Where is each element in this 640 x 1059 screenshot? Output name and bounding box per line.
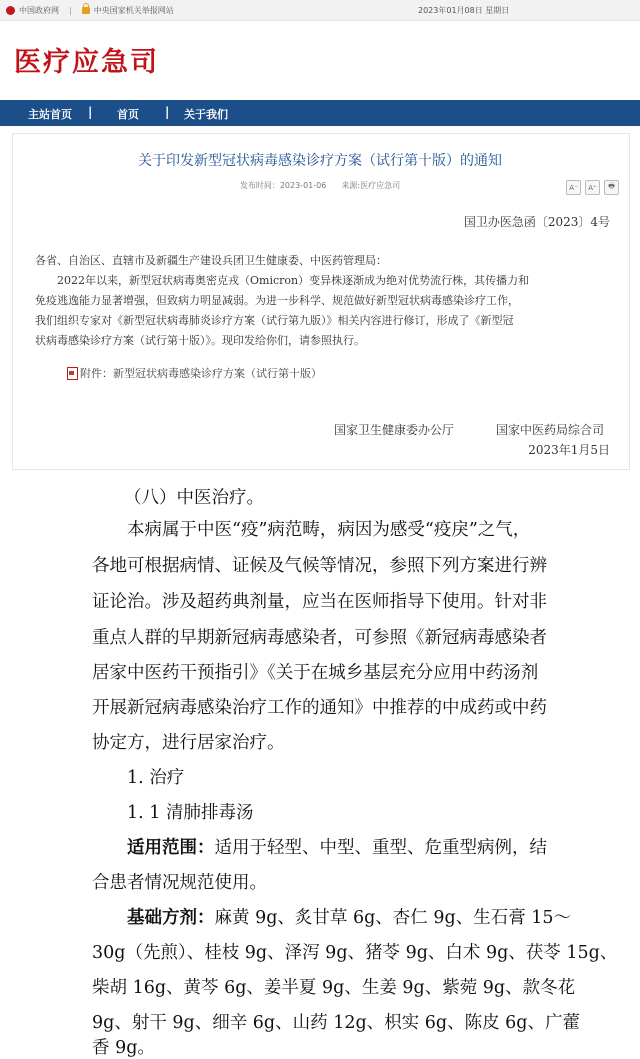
body-line: 2022年以来，新型冠状病毒奥密克戎（Omicron）变异株逐渐成为绝对优势流行株，其传播力和 — [57, 274, 530, 287]
excerpt-line: 柴胡 16g、黄芩 6g、姜半夏 9g、生姜 9g、紫菀 9g、款冬花 — [92, 978, 576, 998]
publish-date: 2023-01-06 — [279, 181, 327, 190]
top-separator: | — [69, 6, 72, 15]
excerpt-line: 重点人群的早期新冠病毒感染者，可参照《新冠病毒感染者 — [92, 628, 547, 648]
national-emblem-icon — [6, 6, 15, 15]
font-increase-button[interactable]: A⁺ — [585, 180, 600, 195]
section-qingfei: 1. 1 清肺排毒汤 — [127, 803, 254, 823]
scope-label: 适用范围： — [127, 838, 215, 858]
formula-text: 麻黄 9g、炙甘草 6g、杏仁 9g、生石膏 15～ — [214, 908, 572, 928]
excerpt-line: 居家中医药干预指引》《关于在城乡基层充分应用中药汤剂 — [92, 663, 539, 683]
excerpt-line: 各地可根据病情、证候及气候等情况，参照下列方案进行辨 — [92, 556, 547, 576]
gov-link[interactable] — [6, 5, 59, 16]
report-link-label: 中央国家机关举报网站 — [93, 6, 174, 15]
top-links — [6, 5, 174, 16]
top-utility-bar — [0, 0, 640, 21]
excerpt-line: 30g（先煎）、桂枝 9g、泽泻 9g、猪苓 9g、白术 9g、茯苓 15g、 — [92, 943, 618, 963]
signer-tcm: 国家中医药局综合司 — [496, 423, 605, 437]
body-line: 我们组织专家对《新型冠状病毒肺炎诊疗方案（试行第九版）》相关内容进行修订，形成了《新型冠 — [35, 314, 514, 327]
lock-icon — [82, 7, 90, 14]
current-date: 2023年01月08日 星期日 — [418, 6, 510, 15]
excerpt-line: 协定方，进行居家治疗。 — [92, 733, 285, 753]
excerpt-heading: （八）中医治疗。 — [124, 488, 264, 508]
site-logo[interactable]: 医疗应急司 — [14, 47, 159, 78]
report-link[interactable] — [82, 5, 174, 16]
nav-separator: | — [88, 105, 93, 119]
source-label: 来源: — [341, 181, 361, 190]
article-meta — [0, 180, 640, 191]
scope-line — [127, 834, 547, 859]
font-decrease-button[interactable]: A⁻ — [566, 180, 581, 195]
salutation: 各省、自治区、直辖市及新疆生产建设兵团卫生健康委、中医药管理局： — [35, 254, 387, 267]
attachment-label: 附件：新型冠状病毒感染诊疗方案（试行第十版） — [80, 367, 322, 380]
nav-item-home[interactable]: 首页 — [117, 108, 139, 121]
article-tools — [566, 180, 619, 195]
main-nav — [0, 100, 640, 126]
formula-label: 基础方剂： — [127, 908, 215, 928]
body-line: 免疫逃逸能力显著增强，但致病力明显减弱。为进一步科学、规范做好新型冠状病毒感染诊疗工作， — [35, 294, 519, 307]
signer-nhc: 国家卫生健康委办公厅 — [334, 423, 455, 437]
scope-text: 适用于轻型、中型、重型、危重型病例，结 — [214, 838, 547, 858]
nav-item-main-home[interactable]: 主站首页 — [28, 108, 72, 121]
publish-label: 发布时间： — [239, 181, 280, 190]
nav-separator: | — [165, 105, 170, 119]
formula-line — [127, 904, 571, 929]
excerpt-line: 证论治。涉及超药典剂量，应当在医师指导下使用。针对非 — [92, 592, 547, 612]
document-number: 国卫办医急函〔2023〕4号 — [463, 215, 610, 229]
excerpt-line: 9g、射干 9g、细辛 6g、山药 12g、枳实 6g、陈皮 6g、广藿 — [92, 1013, 580, 1033]
article-body — [35, 251, 613, 351]
excerpt-line: 开展新冠病毒感染治疗工作的通知》中推荐的中成药或中药 — [92, 698, 547, 718]
excerpt-line: 合患者情况规范使用。 — [92, 873, 267, 893]
nav-item-about[interactable]: 关于我们 — [184, 108, 228, 121]
excerpt-line: 香 9g。 — [92, 1038, 155, 1058]
attachment-link[interactable] — [67, 365, 322, 381]
sign-date: 2023年1月5日 — [528, 443, 610, 457]
excerpt-line: 本病属于中医“疫”病范畴，病因为感受“疫戾”之气， — [127, 520, 531, 540]
article-title: 关于印发新型冠状病毒感染诊疗方案（试行第十版）的通知 — [138, 153, 502, 169]
gov-link-label: 中国政府网 — [19, 6, 59, 15]
source-value: 医疗应急司 — [360, 181, 401, 190]
print-button[interactable]: 🖶 — [604, 180, 619, 195]
pdf-icon — [67, 367, 78, 380]
section-treatment: 1. 治疗 — [127, 768, 185, 788]
body-line: 状病毒感染诊疗方案（试行第十版）》。现印发给你们，请参照执行。 — [35, 334, 365, 347]
